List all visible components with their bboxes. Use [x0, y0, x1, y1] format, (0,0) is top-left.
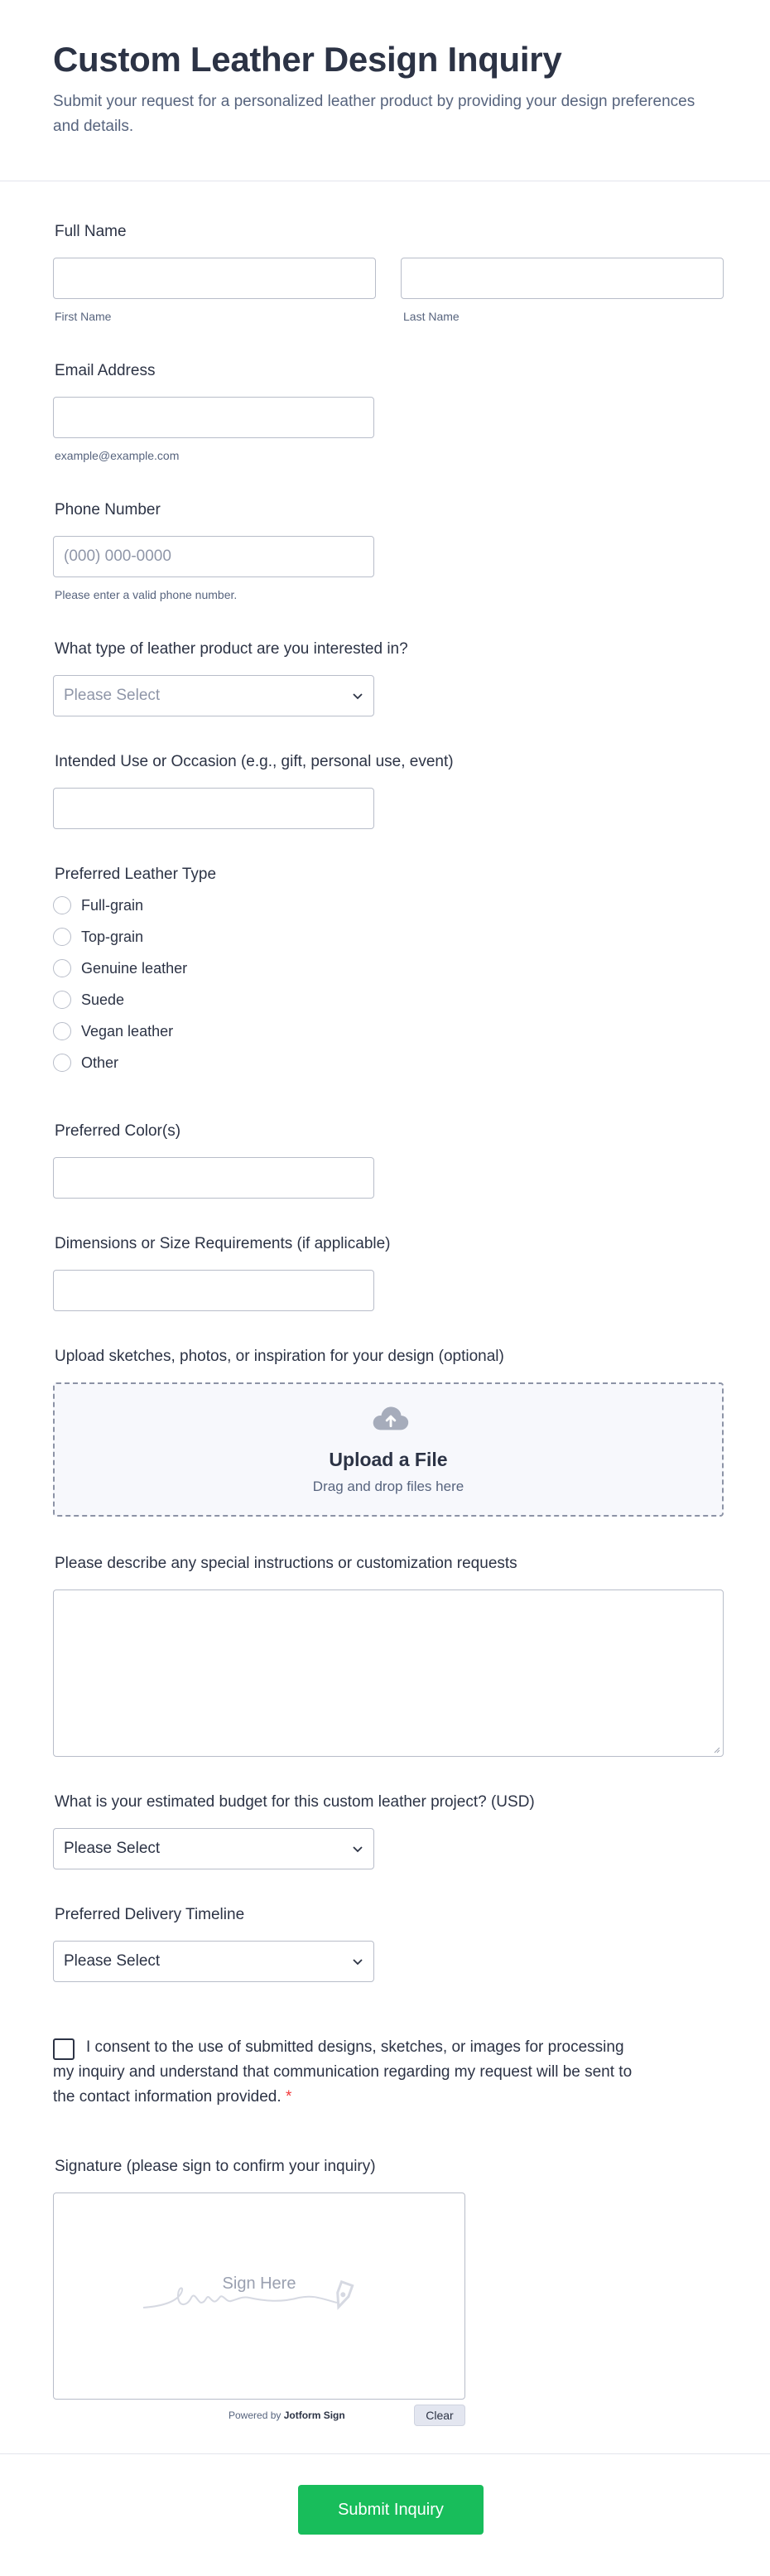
form-footer — [0, 2453, 770, 2576]
product-type-value: Please Select — [64, 687, 161, 704]
jotform-sign-brand: Jotform Sign — [283, 2410, 345, 2421]
signature-label: Signature (please sign to confirm your inquiry) — [55, 2158, 376, 2175]
last-name-sublabel: Last Name — [403, 310, 460, 323]
clear-signature-button[interactable]: Clear — [414, 2405, 465, 2426]
colors-input[interactable] — [53, 1157, 374, 1199]
resize-handle-icon[interactable] — [712, 1745, 720, 1754]
leather-type-label: Preferred Leather Type — [55, 866, 217, 883]
chevron-down-icon — [352, 1843, 363, 1855]
upload-subtitle: Drag and drop files here — [312, 1479, 464, 1494]
radio-option-top-grain[interactable]: Top-grain — [53, 921, 187, 953]
page-title: Custom Leather Design Inquiry — [53, 40, 562, 79]
signature-hint: Sign Here — [222, 2275, 296, 2293]
phone-input[interactable]: (000) 000-0000 — [53, 536, 374, 577]
full-name-label: Full Name — [55, 223, 127, 240]
radio-option-suede[interactable]: Suede — [53, 984, 187, 1015]
page-subtitle: Submit your request for a personalized leather product by providing your design preferences and details. — [53, 93, 695, 135]
intended-use-label: Intended Use or Occasion (e.g., gift, personal use, event) — [55, 753, 454, 770]
product-type-select[interactable] — [53, 675, 374, 716]
budget-label: What is your estimated budget for this custom leather project? (USD) — [55, 1793, 535, 1811]
radio-button[interactable] — [53, 991, 71, 1009]
colors-label: Preferred Color(s) — [55, 1122, 181, 1140]
first-name-sublabel: First Name — [55, 310, 112, 323]
consent-label: I consent to the use of submitted designs, sketches, or images for processing my inquiry and understand that communication regarding my request will be sent to the contact information provided. — [53, 2038, 633, 2106]
email-label: Email Address — [55, 362, 156, 379]
timeline-value: Please Select — [64, 1952, 161, 1970]
radio-button[interactable] — [53, 1054, 71, 1072]
radio-button[interactable] — [53, 959, 71, 977]
email-input[interactable] — [53, 397, 374, 438]
radio-option-other[interactable]: Other — [53, 1047, 187, 1078]
budget-select[interactable] — [53, 1828, 374, 1869]
intended-use-input[interactable] — [53, 788, 374, 829]
chevron-down-icon — [352, 690, 363, 702]
form-header — [0, 0, 770, 181]
dimensions-input[interactable] — [53, 1270, 374, 1311]
phone-label: Phone Number — [55, 501, 161, 519]
submit-inquiry-button[interactable]: Submit Inquiry — [298, 2485, 484, 2535]
chevron-down-icon — [352, 1956, 363, 1967]
radio-option-genuine-leather[interactable]: Genuine leather — [53, 953, 187, 984]
timeline-label: Preferred Delivery Timeline — [55, 1906, 245, 1923]
upload-title: Upload a File — [329, 1449, 448, 1470]
timeline-select[interactable] — [53, 1941, 374, 1982]
leather-type-options — [53, 890, 187, 1078]
phone-sublabel: Please enter a valid phone number. — [55, 588, 238, 601]
product-type-label: What type of leather product are you interested in? — [55, 640, 408, 658]
dimensions-label: Dimensions or Size Requirements (if applicable) — [55, 1235, 391, 1252]
file-upload-dropzone[interactable] — [53, 1382, 724, 1517]
upload-label: Upload sketches, photos, or inspiration for your design (optional) — [55, 1348, 504, 1365]
required-mark: * — [285, 2088, 292, 2106]
consent-text — [53, 2035, 633, 2110]
instructions-label: Please describe any special instructions or customization requests — [55, 1555, 517, 1572]
budget-value: Please Select — [64, 1840, 161, 1857]
email-sublabel: example@example.com — [55, 449, 180, 462]
radio-button[interactable] — [53, 896, 71, 914]
radio-option-full-grain[interactable]: Full-grain — [53, 890, 187, 921]
radio-button[interactable] — [53, 928, 71, 946]
instructions-textarea[interactable] — [53, 1589, 724, 1757]
cloud-upload-icon — [372, 1404, 410, 1432]
signature-pad[interactable] — [53, 2192, 465, 2400]
powered-by: Powered by Jotform Sign — [229, 2410, 345, 2421]
last-name-input[interactable] — [401, 258, 724, 299]
radio-button[interactable] — [53, 1022, 71, 1040]
first-name-input[interactable] — [53, 258, 376, 299]
radio-option-vegan-leather[interactable]: Vegan leather — [53, 1015, 187, 1047]
